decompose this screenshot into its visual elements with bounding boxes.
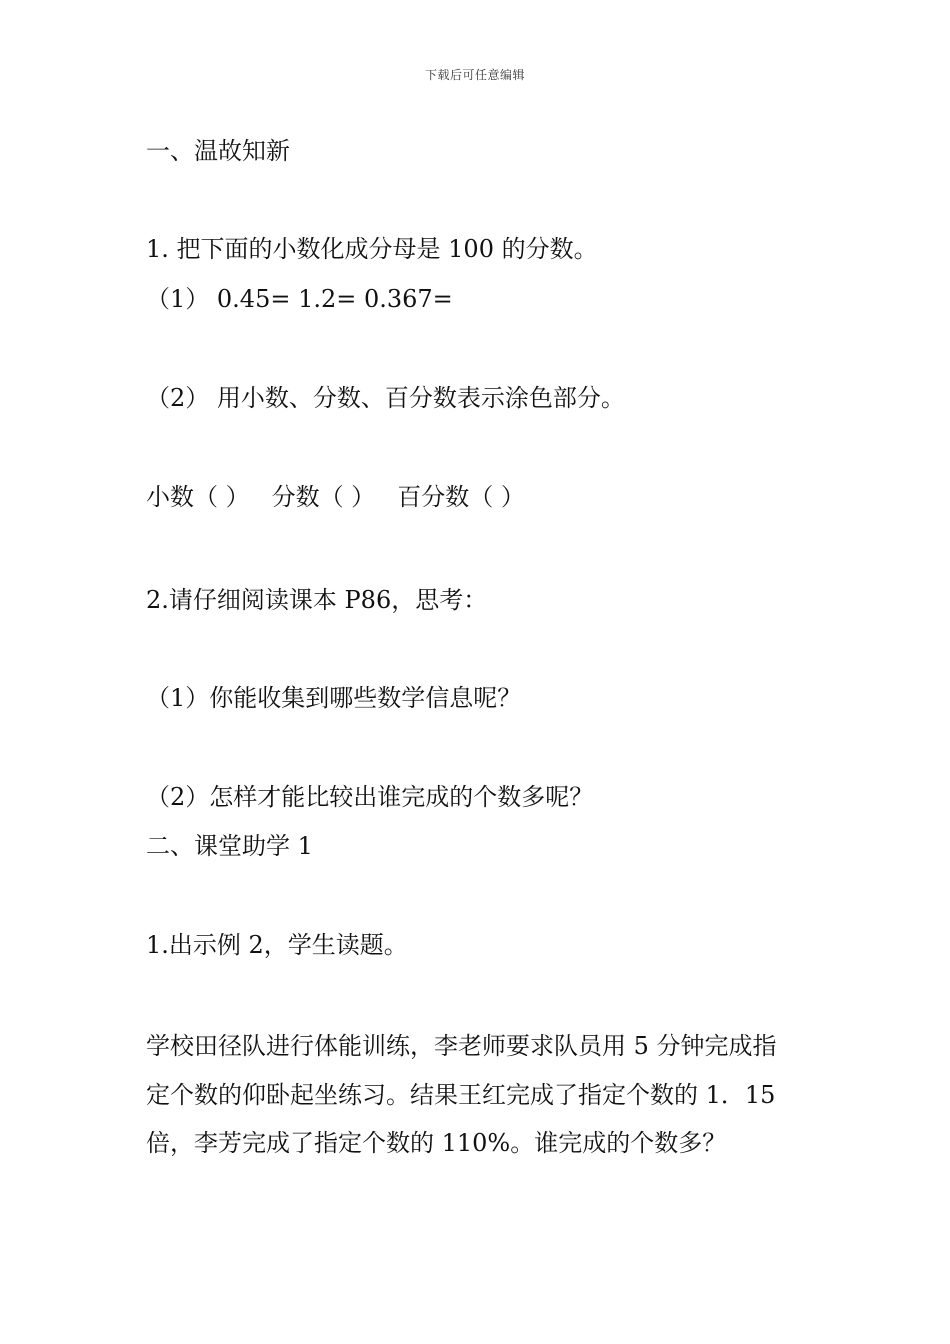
page-header: 下载后可任意编辑 bbox=[424, 68, 525, 82]
answer-blanks-row bbox=[146, 482, 525, 512]
problem-text-line-3: 倍，李芳完成了指定个数的 110%。谁完成的个数多？ bbox=[146, 1129, 727, 1157]
decimal-blank: 小数（ ） bbox=[146, 483, 250, 511]
question-2-title: 2.请仔细阅读课本 P86，思考： bbox=[146, 586, 488, 614]
percent-blank: 百分数（ ） bbox=[397, 483, 525, 511]
fraction-blank: 分数（ ） bbox=[271, 483, 376, 511]
section-title-class-help: 二、课堂助学 1 bbox=[146, 832, 313, 860]
question-2-part-2: （2）怎样才能比较出谁完成的个数多呢？ bbox=[146, 783, 594, 811]
section-title-review: 一、温故知新 bbox=[146, 137, 290, 165]
question-2-part-1: （1）你能收集到哪些数学信息呢？ bbox=[146, 684, 522, 712]
question-1-title: 1. 把下面的小数化成分母是 100 的分数。 bbox=[146, 235, 598, 263]
problem-text-line-1: 学校田径队进行体能训练，李老师要求队员用 5 分钟完成指 bbox=[146, 1032, 777, 1060]
question-1-part-2: （2） 用小数、分数、百分数表示涂色部分。 bbox=[146, 384, 625, 412]
example-title: 1.出示例 2，学生读题。 bbox=[146, 931, 408, 959]
question-1-part-1: （1） 0.45= 1.2= 0.367= bbox=[146, 285, 453, 313]
problem-text-line-2: 定个数的仰卧起坐练习。结果王红完成了指定个数的 1．15 bbox=[146, 1081, 776, 1109]
